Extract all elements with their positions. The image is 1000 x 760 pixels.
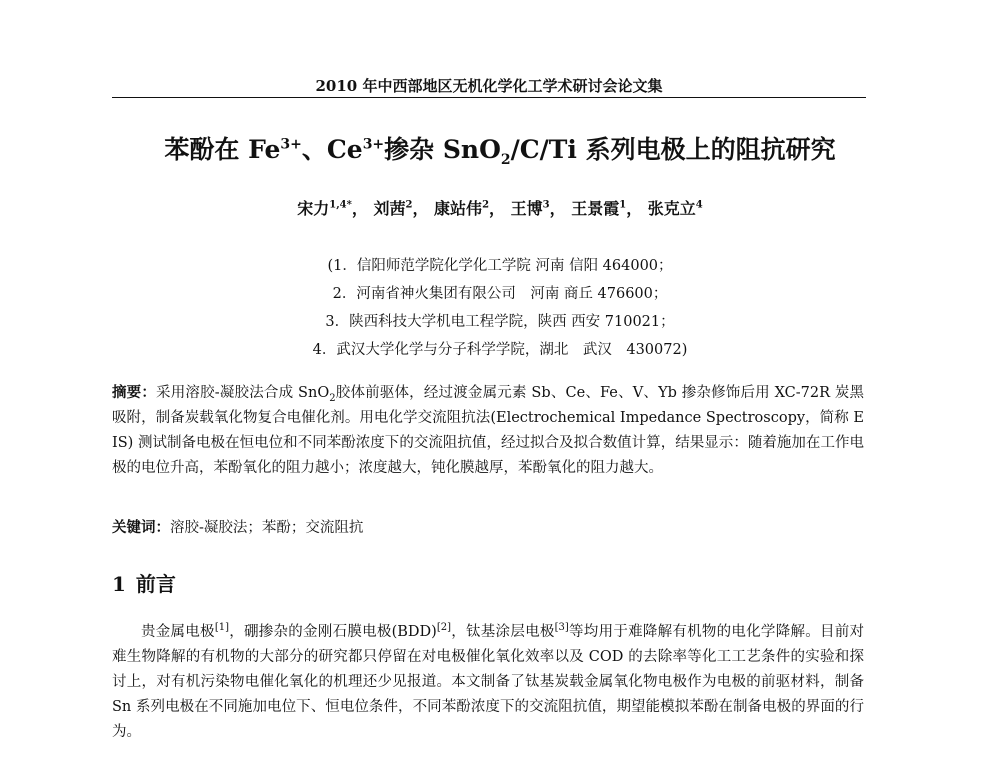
author	[571, 199, 642, 218]
keywords-text: 溶胶-凝胶法；苯酚；交流阻抗	[170, 520, 364, 536]
author-affiliation: 3	[542, 199, 550, 211]
title-text: 苯酚在 Fe	[164, 135, 281, 164]
author-separator: ，	[489, 199, 506, 218]
author	[648, 199, 703, 218]
header-rule	[112, 97, 866, 98]
author	[511, 199, 566, 218]
citation: [1]	[214, 622, 229, 634]
author-name: 康站伟	[434, 199, 483, 218]
intro-text: 贵金属电极	[141, 624, 215, 640]
title-text: /C/Ti 系列电极上的阻抗研究	[510, 135, 836, 164]
author	[297, 199, 368, 218]
author-affiliation: 2	[405, 199, 413, 211]
author-name: 王博	[510, 199, 543, 218]
section-title: 前言	[135, 572, 176, 596]
author-list	[0, 196, 1000, 219]
author-affiliation: 4	[695, 199, 703, 211]
abstract-text: 胶体前驱体，经过渡金属元素 Sb、Ce、Fe、V、Yb 掺杂修饰后用 XC-72R 炭黑吸附，制备炭载氧化物复合电催化剂。用电化学交流阻抗法(Electrochemical Impedance Spectroscopy，简称 EIS) 测试制备电极在恒电位和不同苯酚浓度下的交流阻抗值，经过拟合及拟合数值计算，结果显示：随着施加在工作电极的电位升高，苯酚氧化的阻力越小；浓度越大，钝化膜越厚，苯酚氧化的阻力越大。	[112, 385, 865, 476]
title-sup: 3+	[280, 136, 302, 153]
abstract-text: 采用溶胶-凝胶法合成 SnO	[156, 385, 330, 401]
title-sup: 3+	[362, 136, 385, 153]
paper-title	[0, 130, 1000, 168]
author-affiliation: 2	[482, 199, 490, 211]
abstract-label: 摘要：	[112, 384, 157, 401]
author-separator: ，	[351, 199, 368, 218]
author-separator: ，	[626, 199, 643, 218]
section-number: 1	[112, 572, 126, 596]
author-name: 王景霞	[571, 199, 620, 218]
author	[434, 199, 505, 218]
section-heading	[112, 568, 176, 597]
author-affiliation: 1,4*	[329, 199, 352, 211]
abstract	[112, 380, 864, 481]
author-name: 刘茜	[373, 199, 406, 218]
affiliation-line: 2．河南省神火集团有限公司 河南 商丘 476600；	[332, 286, 668, 302]
author	[373, 199, 428, 218]
abstract-sub: 2	[329, 392, 336, 404]
intro-text: ，硼掺杂的金刚石膜电极(BDD)	[228, 624, 437, 640]
keywords-label: 关键词：	[112, 519, 170, 536]
author-name: 宋力	[297, 199, 330, 218]
citation: [3]	[554, 622, 569, 634]
author-affiliation: 1	[619, 199, 627, 211]
keywords	[112, 515, 864, 541]
title-text: 掺杂 SnO	[384, 135, 501, 164]
title-text: 、Ce	[301, 135, 363, 164]
author-separator: ，	[412, 199, 429, 218]
title-sub: 2	[500, 152, 511, 168]
running-header: 2010 年中西部地区无机化学化工学术研讨会论文集	[315, 77, 663, 95]
author-separator: ，	[549, 199, 566, 218]
author-name: 张克立	[647, 199, 696, 218]
affiliation-line: 3．陕西科技大学机电工程学院，陕西 西安 710021；	[325, 314, 675, 330]
affiliation-line: (1．信阳师范学院化学化工学院 河南 信阳 464000；	[327, 258, 673, 274]
citation: [2]	[436, 622, 452, 634]
affiliation-line: 4．武汉大学化学与分子科学学院，湖北 武汉 430072)	[312, 342, 688, 358]
intro-text: 等均用于难降解有机物的电化学降解。目前对难生物降解的有机物的大部分的研究都只停留在对电极催化氧化效率以及 COD 的去除率等化工工艺条件的实验和探讨上，对有机污染物电催化氧化的机理还少见报道。本文制备了钛基炭载金属氧化物电极作为电极的前驱材料，制备 Sn 系列电极在不同施加电位下、恒电位条件，不同苯酚浓度下的交流阻抗值，期望能模拟苯酚在制备电极的界面的行为。	[112, 624, 865, 740]
intro-paragraph	[112, 620, 864, 745]
intro-text: ，钛基涂层电极	[451, 624, 555, 640]
